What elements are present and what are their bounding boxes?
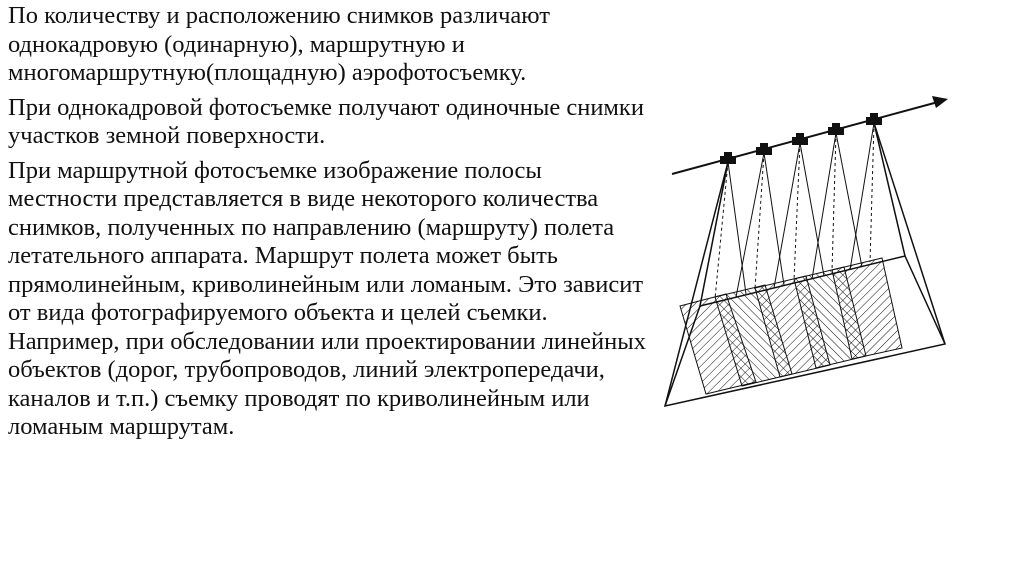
aircraft-icon xyxy=(756,143,772,155)
aircraft-icon xyxy=(828,123,844,135)
paragraph-single-frame: При однокадровой фотосъемке получают одиночные снимки участков земной поверхности. xyxy=(8,93,644,149)
camera-cone xyxy=(812,133,862,279)
aircraft-icon xyxy=(792,133,808,145)
route-aerial-survey-diagram xyxy=(660,84,990,424)
paragraph-route-survey: При маршрутной фотосъемке изображение полосы местности представляется в виде некоторого количества снимков, полученных по направлению (маршруту) полета летательного аппарата. Маршрут полета может быть прямолинейным, криволинейным или ломаным. Это зависит от вида фотографируемого объекта и целей съемки. Например, при обследовании или проектировании линейных объектов (дорог, трубопроводов, линий электропередачи, каналов и т.п.) съемку проводят по криволинейным или ломаным маршрутам. xyxy=(8,156,646,440)
paragraph-intro: По количеству и расположению снимков различают однокадровую (одинарную), маршрутную и многомаршрутную(площадную) аэрофотосъемку. xyxy=(8,2,550,86)
flight-direction-arrow xyxy=(932,96,948,108)
aircraft-icon xyxy=(866,113,882,125)
projection-line xyxy=(700,162,728,306)
projection-line xyxy=(874,123,905,256)
aircraft-icon xyxy=(720,152,736,164)
slide-text xyxy=(8,2,648,448)
